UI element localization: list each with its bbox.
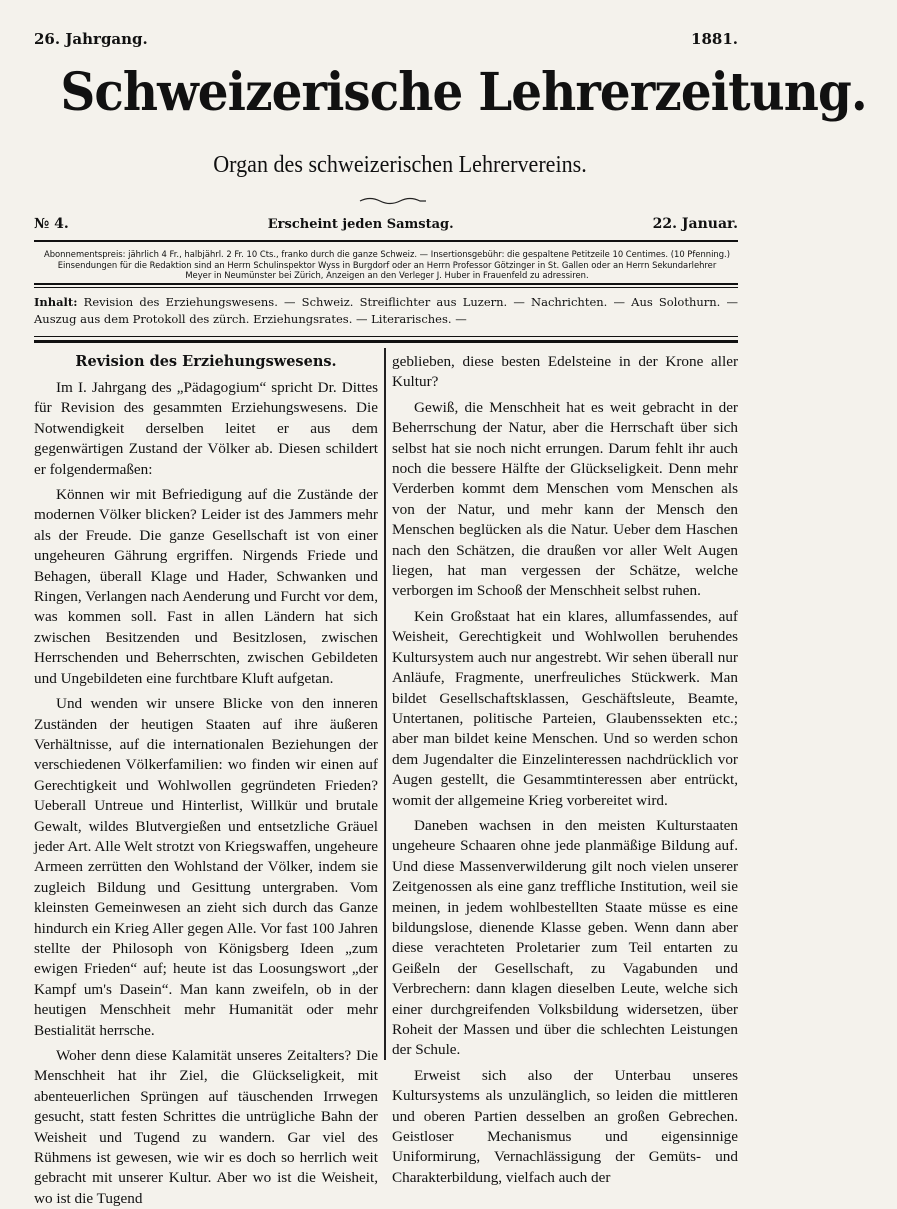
article-paragraph: Können wir mit Befriedigung auf die Zustände der modernen Völker blicken? Leider ist des Jammers mehr als der Freude. Die ganze Gesellschaft ist von einer ungeheuren Gährung ergriffen. Nirgends Friede und Behagen, überall Klage und Hader, Schwanken und Ringen, Verlangen nach Aenderung und Furcht vor dem, was kommen soll. Fast in allen Ländern hat sich zwischen Besitzenden und Besitzlosen, zwischen Herrschenden und Beherrschten, zwischen Gebildeten und Ungebildeten eine furchtbare Kluft aufgetan. [34,486,378,687]
contents-rule-thin [34,336,738,337]
masthead [30,62,867,124]
ornament-flourish [358,196,428,206]
newspaper-title: Schweizerische Lehrerzeitung. [60,62,867,123]
article-column-right [392,352,738,1186]
article-paragraph: Und wenden wir unsere Blicke von den inneren Zuständen der heutigen Staaten auf ihre äußeren Verhältnisse, auf die internationalen Beziehungen der verschiedenen Völkerfamilien: wo finden wir einen auf Gerechtigkeit und Wohlwollen gegründeten Frieden? Ueberall Untreue und Hinterlist, Willkür und brutale Gewalt, wildes Blutvergießen und entsetzliche Gräuel jeder Art. Alle Welt strotzt von Kriegswaffen, ungeheure Armeen zerrütten den Wohlstand der Völker, indem sie zugleich Bildung und Gesittung untergraben. Vom kleinsten Gemeinwesen an zieht sich durch das Ganze hindurch ein Krieg Aller gegen Alle. Vor fast 100 Jahren stellte der Philosoph von Königsberg Ideen „zum ewigen Frieden“ auf; heute ist das Loosungswort „der Kampf um's Dasein“. Man kann zweifeln, ob in der heutigen Menschheit mehr Humanität oder mehr Bestialität herrsche. [34,695,378,1039]
subscription-line: Abonnementspreis: jährlich 4 Fr., halbjährl. 2 Fr. 10 Cts., franko durch die ganze Schweiz. — Insertionsgebühr: die gespaltene Petitzeile 10 Centimes. (10 Pfenning.) [44,249,730,259]
issue-date: 22. Januar. [652,216,738,232]
article-paragraph: Im I. Jahrgang des „Pädagogium“ spricht Dr. Dittes für Revision des gesammten Erziehungswesens. Die Notwendigkeit derselben leitet er aus dem gegenwärtigen Zustand der Völker ab. Diesen schildert er folgendermaßen: [34,379,378,478]
article-paragraph: Gewiß, die Menschheit hat es weit gebracht in der Beherrschung der Natur, aber die Herrschaft über sich selbst hat sie noch nicht errungen. Darum fehlt ihr auch noch die bessere Hälfte der Glückseligkeit. Denn mehr Verderben kommt dem Menschen vom Menschen als von der Natur, und mehr kann der Mensch den Menschen beglücken als die Natur. Ueber dem Haschen nach den Schätzen, die draußen vor aller Welt Augen liegen, hat man vergessen der Schätze, welche verborgen im Schooß der Menschheit selbst ruhen. [392,398,738,600]
article-paragraph: Woher denn diese Kalamität unseres Zeitalters? Die Menschheit hat ihr Ziel, die Glückseligkeit, mit abenteuerlichen Sprüngen auf täuschenden Irrwegen gesucht, statt festen Schrittes die untrügliche Bahn der Weisheit und Tugend zu wandern. Gar viel des Rühmens ist gewesen, wie wir es doch so herrlich weit gebracht mit unserer Kultur. Aber wo ist die Weisheit, wo ist die Tugend [34,1047,378,1207]
publication-frequency: Erscheint jeden Samstag. [267,217,454,232]
header-rule [34,240,738,242]
contents-label: Inhalt: [34,295,78,309]
volume-label: 26. Jahrgang. [34,30,148,48]
article-column-left [34,352,378,1207]
article-continuation: geblieben, diese besten Edelsteine in der Krone aller Kultur? [392,353,738,391]
issue-number: № 4. [34,216,69,232]
subscription-line: Einsendungen für die Redaktion sind an Herrn Schulinspektor Wyss in Burgdorf oder an Herrn Professor Götzinger in St. Gallen oder an Herrn Sekundarlehrer [57,259,717,270]
article-heading: Revision des Erziehungswesens. [75,353,337,370]
top-line [34,30,738,48]
subscription-info [34,249,740,281]
article-paragraph: Daneben wachsen in den meisten Kulturstaaten ungeheure Schaaren ohne jede planmäßige Bildung auf. Und diese Massenverwilderung gilt noch vielen unserer Zeitgenossen als eine ganz treffliche Institution, weil sie meinen, in jedem wohlbestellten Staate müsse es eine bildungslose, dienende Klasse geben. Wenn dann aber diese verachteten Proletarier zum Teil entarten zu Geißeln der Gesellschaft, zu Vagabunden und Verbrechern: dann klagen dieselben Leute, welche sich einer durchgreifenden Volksbildung widersetzen, über Roheit der Massen und über die schlechten Leistungen der Schule. [392,816,738,1059]
article-paragraph: Kein Großstaat hat ein klares, allumfassendes, auf Weisheit, Gerechtigkeit und Wohlwollen beruhendes Kultursystem auch nur angestrebt. Wir sehen überall nur Anläufe, Fragmente, unerfreuliches Stückwerk. Man bildet Gesellschaftsklassen, Geschäftsleute, Beamte, Untertanen, politische Parteien, Glaubenssekten etc.; aber man bildet keine Menschen. Und so werden schon dem Jugendalter die Einzelinteressen nachdrücklich vor Augen gestellt, die Gesammtinteressen aber entrückt, womit der allgemeine Krieg vorbereitet wird. [392,607,738,809]
year-label: 1881. [691,30,738,48]
article-paragraph: Erweist sich also der Unterbau unseres Kultursystems als unzulänglich, so leiden die mittleren und oberen Partien desselben an großen Gebrechen. Geistloser Mechanismus und eigensinnige Uniformirung, Vernachlässigung der Gemüts- und Charakterbildung, vielfach auch der [392,1066,738,1186]
subscription-rule-top [34,283,738,285]
newspaper-subtitle: Organ des schweizerischen Lehrervereins. [213,152,587,178]
subscription-rule-thin [34,287,738,288]
column-divider [384,348,386,1060]
contents-text: Revision des Erziehungswesens. — Schweiz. Streiflichter aus Luzern. — Nachrichten. — Aus Solothurn. — Auszug aus dem Protokoll des zürch. Erziehungsrates. — Literarisches. — [34,295,738,326]
issue-line [34,216,738,232]
table-of-contents [34,294,738,328]
contents-rule-thick [34,340,738,343]
subscription-line: Meyer in Neumünster bei Zürich, Anzeigen an den Verleger J. Huber in Frauenfeld zu adressiren. [185,270,589,280]
